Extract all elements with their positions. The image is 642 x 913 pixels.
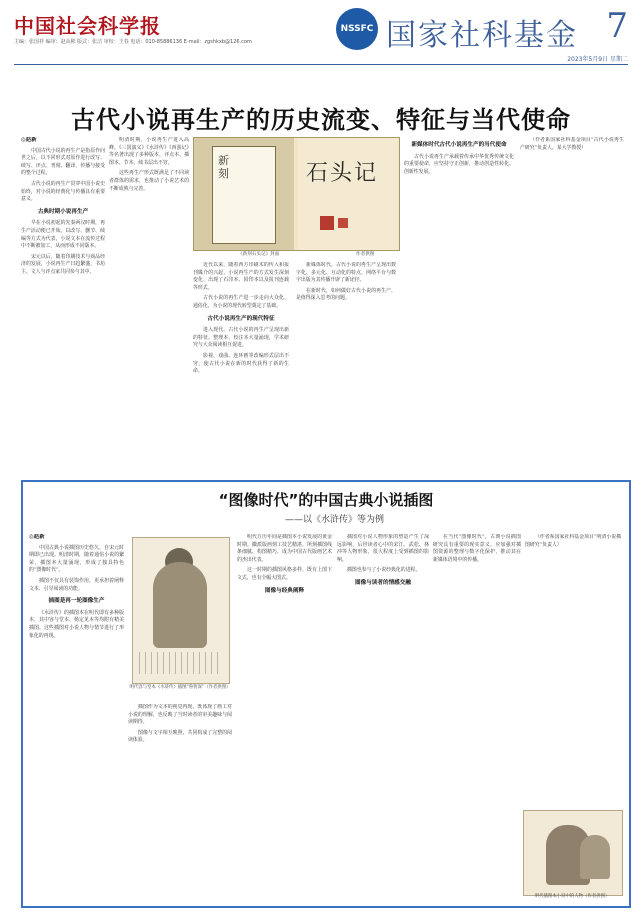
image-caption: 《新刻石头记》封面 [238, 252, 280, 257]
feature-box [21, 480, 631, 908]
illustration-caption: 明代插图本小说中的人物（作者供图） [534, 894, 610, 899]
book-title-right: 石头记 [306, 161, 379, 186]
newspaper-name: 中国社会科学报 [14, 14, 161, 38]
nssfc-logo-icon: NSSFC [336, 8, 378, 50]
feature-column-1 [29, 534, 124, 900]
section-heading: 新媒体时代古代小说再生产的当代使命 [411, 142, 507, 148]
water-margin-illustration [132, 537, 230, 684]
image-credit: 作者供图 [356, 252, 375, 257]
article-byline: ◎赵新 [21, 137, 37, 143]
paragraph: 明代万历年间是插图本小说发展的黄金时期。徽派版画刻工技艺精湛，所刻插图线条细腻、构图精巧，成为中国古代版画艺术的杰出代表。 [237, 534, 332, 563]
top-article-column-3 [193, 262, 289, 462]
paragraph: 古代小说再生产承载着传承中华优秀传统文化的重要使命，应坚持守正创新，推动创造性转化、创新性发展。 [404, 153, 514, 175]
top-article-column-2 [109, 137, 189, 462]
paragraph: 在新时代，如何做好古代小说的再生产，是值得深入思考的问题。 [296, 287, 396, 302]
paragraph: 这些再生产形式既满足了不同读者群体的需求，也推动了小说艺术的不断成熟与完善。 [109, 170, 189, 192]
novel-figure-illustration [523, 810, 623, 896]
paragraph: 插图作为文本的视觉再现，既体现了画工对小说的理解，也反映了当时读者的审美趣味与阅读期待。 [128, 704, 232, 726]
paragraph: 插图对小说人物形象的塑造产生了深远影响。后世读者心中的宋江、武松、林冲等人物形象，很大程度上受到插图的影响。 [337, 534, 429, 563]
paragraph: 宋元以后，随着印刷技术与商品经济的发展，小说再生产日趋繁盛，书坊主、文人与评点家共同参与其中。 [21, 253, 105, 275]
top-article-column-1 [21, 137, 105, 462]
issue-date: 2023年5月9日 星期二 [567, 56, 628, 63]
feature-byline: ◎赵新 [29, 534, 45, 540]
seal-stamp-icon [338, 218, 348, 228]
top-article-column-5 [404, 137, 514, 462]
paragraph: （作者系国家社科基金项目“古代小说再生产研究”负责人、某大学教授） [520, 137, 624, 151]
masthead-meta: 主编：张国祥 编审：赵从彬 版式：张洁 审校：王春 电话：010-85886136 E-mail：zgshkxb@126.com [14, 39, 252, 45]
paragraph: 《水浒传》的插图本在明代即有多种版本，其中容与堂本、杨定见本等均附有精美插图。这些插图对小说人物与情节进行了形象化的再现。 [29, 609, 124, 639]
book-cover-image [193, 137, 400, 251]
section-heading: 插图是再一轮图像生产 [48, 598, 105, 605]
paragraph: 插图不仅具有装饰作用，更承担着阐释文本、引导阅读的功能。 [29, 577, 124, 592]
paragraph: 影视、戏曲、连环画等改编形式层出不穷，使古代小说在新的时代获得了新的生命。 [193, 352, 289, 375]
book-cover-right [298, 138, 398, 250]
feature-column-4 [337, 534, 429, 900]
paragraph: 插图也参与了小说经典化的进程。 [347, 567, 421, 574]
section-heading: 古典时期小说再生产 [37, 208, 89, 215]
masthead-divider [14, 64, 628, 65]
feature-column-6 [525, 534, 621, 804]
page-number: 7 [606, 6, 628, 46]
paragraph: 这一时期的插图风格多样，既有上图下文式，也有全幅大图式。 [237, 567, 332, 581]
seal-stamp-icon [320, 216, 334, 230]
paragraph: 在当代“图像时代”，古典小说插图研究具有重要的现实意义。应加强对插图资源的整理与数字化保护，推动其在新媒体语境中的传播。 [433, 534, 521, 563]
paragraph: 图像与文字相互映照，共同构成了完整的阅读体验。 [128, 729, 232, 744]
paragraph: 明清时期，小说再生产进入高峰。《三国演义》《水浒传》《西游记》等名著出现了多种版本，评点本、插图本、节本、续书层出不穷。 [109, 137, 189, 166]
book-title-left: 新刻 [218, 154, 229, 180]
feature-column-5 [433, 534, 521, 900]
paragraph: 新媒体时代，古代小说的再生产呈现出数字化、多元化、互动化的特点，网络平台与数字出版为其传播开辟了新途径。 [296, 262, 396, 284]
paragraph: 中国古代小说的再生产是指原作问世之后，以不同形式对原作进行改写、续写、评点、刊刻、翻译、传播与接受的整个过程。 [21, 147, 105, 177]
illustration-caption: 明代容与堂本《水浒传》插图“鲁智深”（作者供图） [129, 685, 231, 690]
feature-column-3 [237, 534, 332, 900]
paragraph: 进入现代，古代小说的再生产呈现出新的特征。整理本、校注本大量涌现，学术研究与大众阅读相互促进。 [193, 327, 289, 349]
top-headline: 古代小说再生产的历史流变、特征与当代使命 [71, 106, 571, 134]
feature-title: “图像时代”的中国古典小说插图 [218, 491, 434, 509]
feature-subtitle: ——以《水浒传》等为例 [285, 515, 385, 525]
paragraph: 古代小说的再生产贯穿中国小说史始终，对小说的经典化与传播具有重要意义。 [21, 180, 105, 203]
section-heading: 图像与读者的情感交融 [355, 579, 411, 586]
book-cover-left [194, 138, 294, 250]
paragraph: 古代小说的再生产进一步走向大众化、通俗化，为小说的现代转型奠定了基础。 [193, 295, 289, 309]
top-article-column-4 [296, 262, 396, 462]
feature-column-2 [128, 704, 232, 900]
section-heading: 古代小说再生产的现代特征 [207, 315, 275, 322]
section-heading: 图像与经典阐释 [264, 587, 305, 594]
paragraph: 近代以来，随着西方印刷术的传入和报刊媒介的兴起，小说再生产的方式发生深刻变化，出现了石印本、铅印本以及报刊连载等形式。 [193, 262, 289, 291]
paragraph: 中国古典小说插图历史悠久，自宋元时期即已出现。明清时期，随着通俗小说的繁荣，插图本大量涌现，形成了独具特色的“图像时代”。 [29, 544, 124, 574]
section-title: 国家社科基金 [386, 18, 578, 53]
paragraph: 早在小说初起的先秦两汉时期，再生产活动便已开始。以改写、删节、续编等方式为代表，小说文本在流传过程中不断被加工，从而形成不同版本。 [21, 220, 105, 250]
paragraph: （作者系国家社科基金项目“明清小说插图研究”负责人） [525, 534, 621, 548]
top-article-column-6 [520, 137, 624, 462]
masthead [14, 6, 634, 64]
